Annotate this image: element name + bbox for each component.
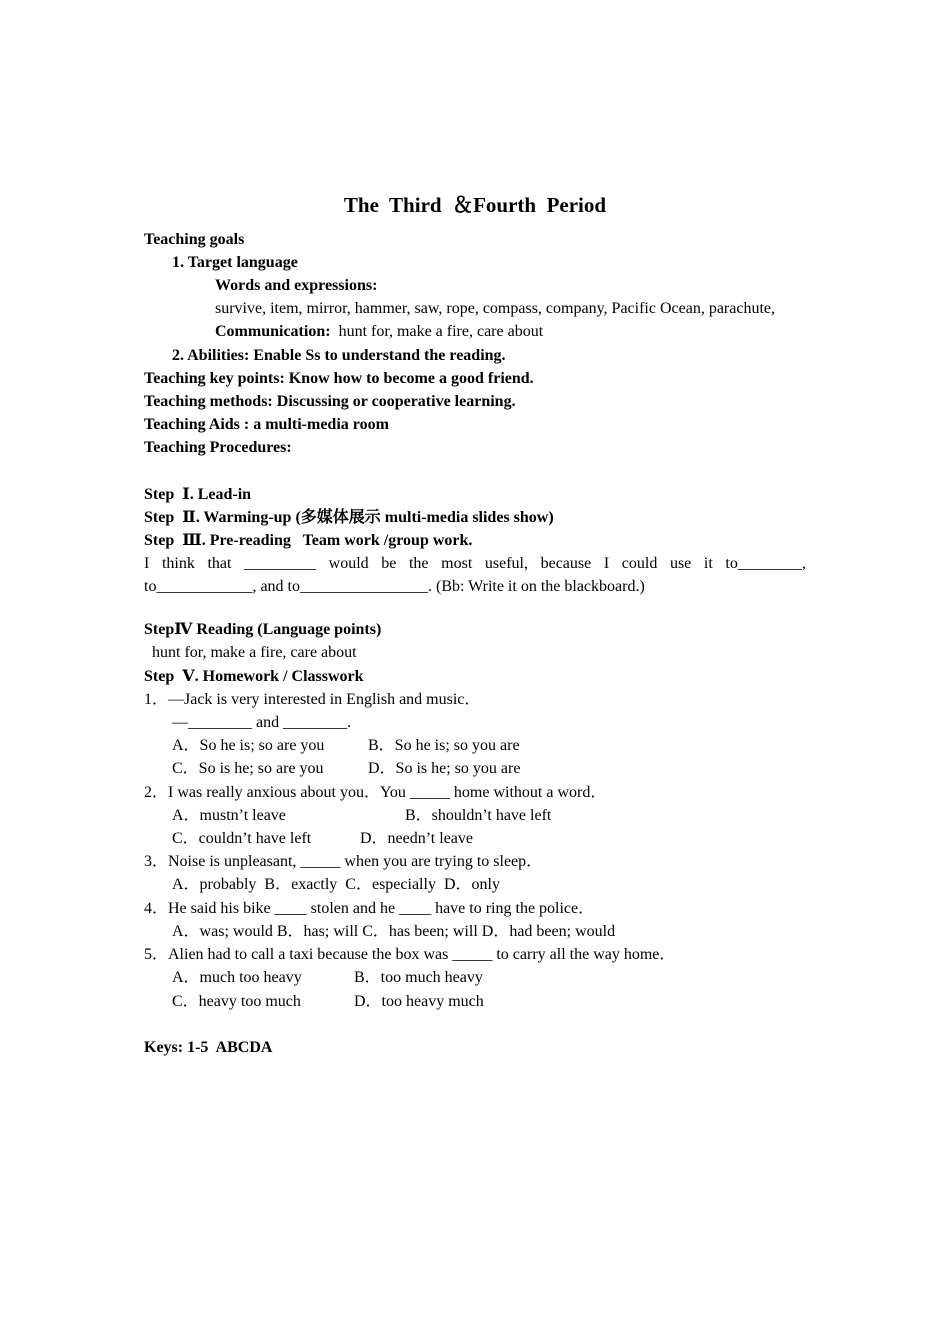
sentence-word: could	[621, 555, 658, 572]
sentence-word: that	[207, 555, 232, 572]
question-2-option-c: C．couldn’t have left	[172, 830, 312, 847]
question-3-options: A．probably B．exactly C．especially D．only	[172, 876, 500, 893]
sentence-word: because	[540, 555, 592, 572]
question-3: 3．Noise is unpleasant, _____ when you are trying to sleep．	[144, 853, 543, 870]
step-3-sentence-line-1	[144, 554, 806, 574]
step-2-heading: Step Ⅱ. Warming-up (多媒体展示 multi-media slides show)	[144, 509, 554, 526]
aids-line: Teaching Aids : a multi-media room	[144, 416, 389, 433]
question-1-option-c: C．So is he; so are you	[172, 760, 324, 777]
key-points-line: Teaching key points: Know how to become a good friend.	[144, 370, 534, 387]
sentence-word: the	[408, 555, 429, 572]
question-2: 2．I was really anxious about you．You _____ home without a word．	[144, 784, 607, 801]
step-3-sentence-line-2: to____________, and to________________. (Bb: Write it on the blackboard.)	[144, 578, 645, 595]
sentence-word: useful,	[484, 555, 528, 572]
communication-line	[215, 322, 543, 342]
methods-line: Teaching methods: Discussing or cooperative learning.	[144, 393, 516, 410]
question-4-options: A．was; would B．has; will C．has been; will D．had been; would	[172, 923, 616, 940]
procedures-heading: Teaching Procedures:	[144, 439, 292, 456]
sentence-word: it	[703, 555, 713, 572]
question-1-option-b: B．So he is; so you are	[368, 737, 520, 754]
sentence-word: I	[144, 555, 150, 572]
step-5-heading: Step Ⅴ. Homework / Classwork	[144, 668, 364, 685]
step-1-heading: Step Ⅰ. Lead-in	[144, 486, 252, 503]
question-5-option-d: D．too heavy much	[354, 993, 484, 1010]
sentence-word: _________	[244, 555, 317, 572]
sentence-word: to________,	[725, 555, 806, 572]
question-2-option-a: A．mustn’t leave	[172, 807, 286, 824]
question-5: 5．Alien had to call a taxi because the box was _____ to carry all the way home．	[144, 946, 676, 963]
words-heading: Words and expressions:	[215, 277, 378, 294]
communication-label: Communication:	[215, 323, 331, 340]
question-1: 1．—Jack is very interested in English and music．	[144, 691, 481, 708]
question-2-option-d: D．needn’t leave	[360, 830, 473, 847]
step-3-heading: Step Ⅲ. Pre-reading Team work /group work.	[144, 532, 473, 549]
page-title: The Third ＆Fourth Period	[343, 193, 607, 217]
sentence-word: I	[603, 555, 610, 572]
sentence-word: think	[161, 555, 195, 572]
question-1-response: —________ and ________.	[172, 714, 352, 731]
sentence-word: use	[669, 555, 692, 572]
answer-keys: Keys: 1-5 ABCDA	[144, 1039, 273, 1056]
question-1-option-a: A．So he is; so are you	[172, 737, 325, 754]
step-4-heading: StepⅣ Reading (Language points)	[144, 621, 382, 638]
sentence-word: be	[381, 555, 397, 572]
question-5-option-c: C．heavy too much	[172, 993, 301, 1010]
step-4-text: hunt for, make a fire, care about	[152, 644, 357, 661]
question-5-option-b: B．too much heavy	[354, 969, 483, 986]
teaching-goals-heading: Teaching goals	[144, 231, 245, 248]
words-list: survive, item, mirror, hammer, saw, rope, compass, company, Pacific Ocean, parachute,	[215, 300, 775, 317]
question-2-option-b: B．shouldn’t have left	[405, 807, 552, 824]
communication-text: hunt for, make a fire, care about	[330, 323, 544, 340]
sentence-word: would	[328, 555, 369, 572]
question-1-option-d: D．So is he; so you are	[368, 760, 521, 777]
question-5-option-a: A．much too heavy	[172, 969, 302, 986]
target-language-heading: 1. Target language	[172, 254, 298, 271]
sentence-word: most	[441, 555, 473, 572]
question-4: 4．He said his bike ____ stolen and he ____ have to ring the police．	[144, 900, 595, 917]
abilities-line: 2. Abilities: Enable Ss to understand the reading.	[172, 347, 506, 364]
